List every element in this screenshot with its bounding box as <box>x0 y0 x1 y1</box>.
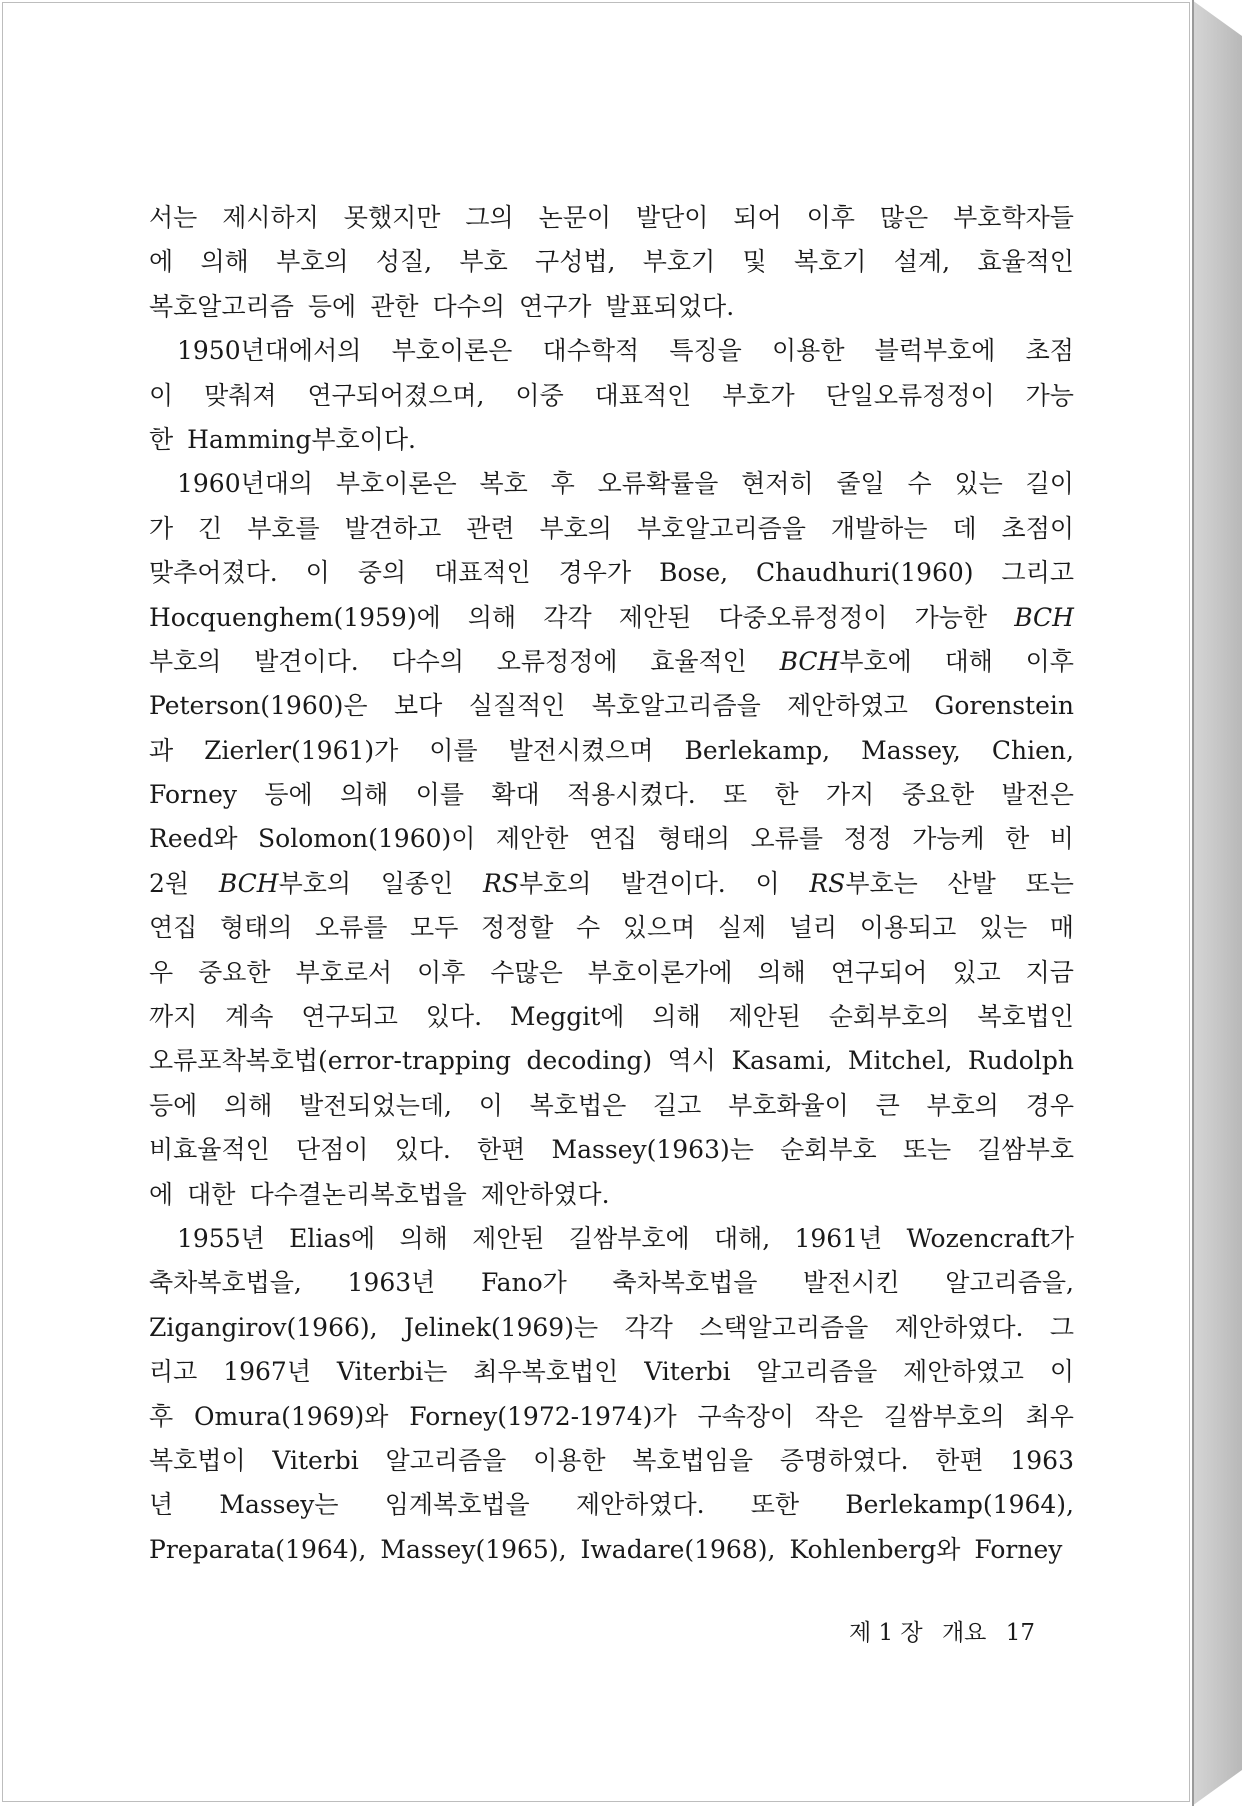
text-line: 서는 제시하지 못했지만 그의 논문이 발단이 되어 이후 많은 부호학자들 <box>149 203 1074 232</box>
paragraph <box>149 196 1074 329</box>
text-line: Reed와 Solomon(1960)이 제안한 연집 형태의 오류를 정정 가능케 한 비 <box>149 824 1074 854</box>
footer-chapter: 제 1 장 <box>848 1620 923 1646</box>
page-number: 17 <box>1005 1620 1035 1646</box>
text-line: Forney 등에 의해 이를 확대 적용시켰다. 또 한 가지 중요한 발전은 <box>149 780 1074 810</box>
text-line: 연집 형태의 오류를 모두 정정할 수 있으며 실제 널리 이용되고 있는 매 <box>149 913 1074 943</box>
text-line: 축차복호법을, 1963년 Fano가 축차복호법을 발전시킨 알고리즘을, <box>149 1268 1074 1298</box>
page-footer <box>837 1614 1035 1647</box>
text-line: 오류포착복호법(error-trapping decoding) 역시 Kasami, Mitchel, Rudolph <box>149 1046 1074 1076</box>
text-line: 가 긴 부호를 발견하고 관련 부호의 부호알고리즘을 개발하는 데 초점이 <box>149 513 1074 543</box>
body-text <box>149 196 1074 1572</box>
text-line: 리고 1967년 Viterbi는 최우복호법인 Viterbi 알고리즘을 제안하였고 이 <box>149 1357 1074 1387</box>
text-line: 맞추어졌다. 이 중의 대표적인 경우가 Bose, Chaudhuri(1960) 그리고 <box>149 558 1074 588</box>
text-line: 1955년 Elias에 의해 제안된 길쌈부호에 대해, 1961년 Wozencraft가 <box>177 1223 1074 1253</box>
footer-title: 개요 <box>941 1620 987 1646</box>
text-line: 비효율적인 단점이 있다. 한편 Massey(1963)는 순회부호 또는 길쌈부호 <box>149 1135 1074 1165</box>
text-line: Zigangirov(1966), Jelinek(1969)는 각각 스택알고리즘을 제안하였다. 그 <box>149 1312 1074 1342</box>
text-line: 이 맞춰져 연구되어졌으며, 이중 대표적인 부호가 단일오류정정이 가능 <box>149 380 1074 410</box>
paragraph <box>149 1217 1074 1572</box>
text-line: Hocquenghem(1959)에 의해 각각 제안된 다중오류정정이 가능한 BCH <box>149 602 1074 632</box>
text-line: 에 의해 부호의 성질, 부호 구성법, 부호기 및 복호기 설계, 효율적인 <box>149 247 1074 277</box>
text-line: 년 Massey는 임계복호법을 제안하였다. 또한 Berlekamp(1964), <box>149 1490 1074 1520</box>
text-line: 1960년대의 부호이론은 복호 후 오류확률을 현저히 줄일 수 있는 길이 <box>177 469 1074 499</box>
text-line: 우 중요한 부호로서 이후 수많은 부호이론가에 의해 연구되어 있고 지금 <box>149 957 1074 987</box>
page-stack-shadow <box>1192 0 1242 1806</box>
paragraph <box>149 329 1074 462</box>
page-stack-edge <box>1192 0 1194 1806</box>
text-line: 에 대한 다수결논리복호법을 제안하였다. <box>149 1179 610 1209</box>
text-line: 1950년대에서의 부호이론은 대수학적 특징을 이용한 블럭부호에 초점 <box>177 336 1074 366</box>
paragraph <box>149 462 1074 1217</box>
text-line: 후 Omura(1969)와 Forney(1972-1974)가 구속장이 작은 길쌈부호의 최우 <box>149 1401 1074 1431</box>
text-line: Preparata(1964), Massey(1965), Iwadare(1968), Kohlenberg와 Forney <box>149 1534 1063 1564</box>
text-line: 한 Hamming부호이다. <box>149 424 416 454</box>
text-line: 까지 계속 연구되고 있다. Meggit에 의해 제안된 순회부호의 복호법인 <box>149 1002 1074 1032</box>
text-line: 등에 의해 발전되었는데, 이 복호법은 길고 부호화율이 큰 부호의 경우 <box>149 1090 1074 1120</box>
text-line: 과 Zierler(1961)가 이를 발전시켰으며 Berlekamp, Massey, Chien, <box>149 735 1074 765</box>
text-line: 복호알고리즘 등에 관한 다수의 연구가 발표되었다. <box>149 291 735 321</box>
text-line: 복호법이 Viterbi 알고리즘을 이용한 복호법임을 증명하였다. 한편 1963 <box>149 1445 1074 1475</box>
text-line: Peterson(1960)은 보다 실질적인 복호알고리즘을 제안하였고 Gorenstein <box>149 691 1074 721</box>
text-line: 2원 BCH부호의 일종인 RS부호의 발견이다. 이 RS부호는 산발 또는 <box>149 868 1074 898</box>
text-line: 부호의 발견이다. 다수의 오류정정에 효율적인 BCH부호에 대해 이후 <box>149 646 1074 676</box>
